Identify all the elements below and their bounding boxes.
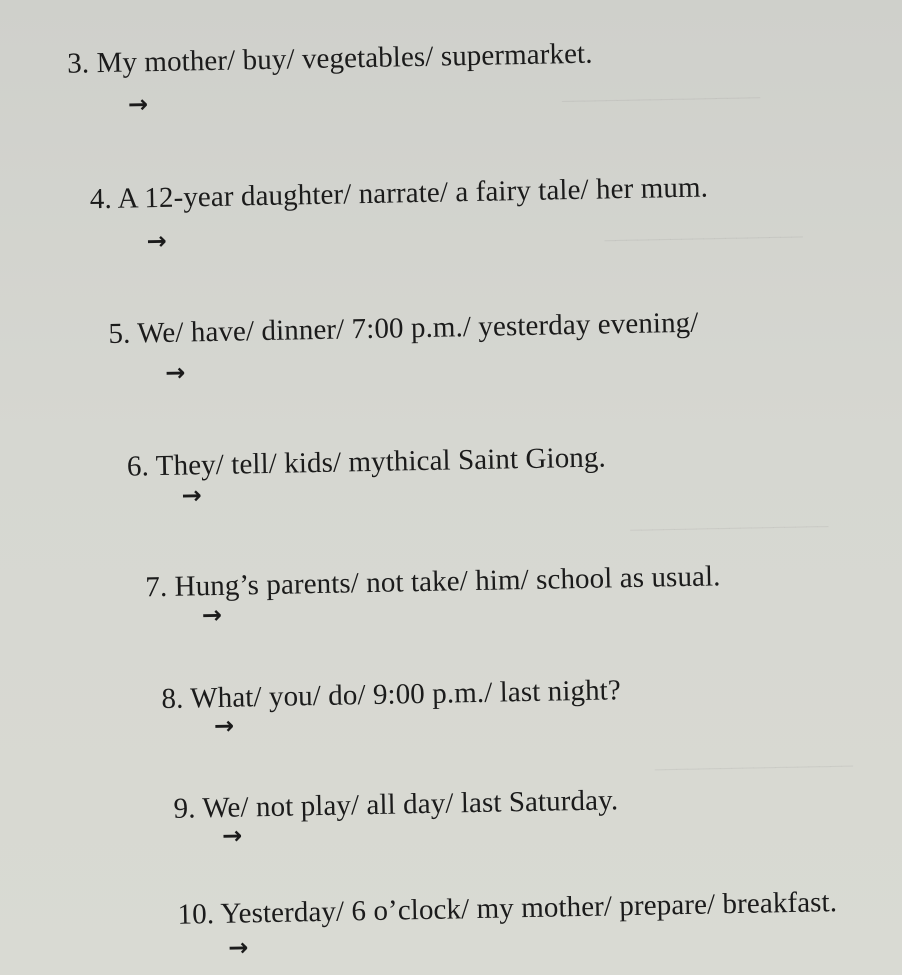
item-number: 8.	[161, 682, 184, 716]
exercise-sentence	[66, 37, 593, 80]
answer-arrow-icon: →	[213, 711, 235, 741]
answer-arrow-icon: →	[201, 600, 223, 630]
item-text: We/ have/ dinner/ 7:00 p.m./ yesterday evening/	[136, 306, 699, 350]
item-text: We/ not play/ all day/ last Saturday.	[202, 784, 619, 825]
item-number: 10.	[177, 898, 215, 931]
answer-arrow-icon: →	[146, 226, 168, 256]
exercise-sentence	[127, 443, 606, 481]
exercise-sentence	[108, 306, 699, 350]
answer-arrow-icon: →	[221, 821, 243, 850]
item-number: 7.	[144, 570, 168, 604]
item-text: Yesterday/ 6 o’clock/ my mother/ prepare/ breakfast.	[220, 886, 838, 930]
item-number: 4.	[89, 182, 113, 216]
exercise-sentence	[177, 888, 837, 930]
item-number: 6.	[126, 450, 150, 483]
item-number: 9.	[173, 792, 196, 825]
answer-arrow-icon: →	[181, 481, 202, 510]
show-through-text: __________________	[561, 75, 761, 105]
item-number: 3.	[66, 47, 90, 80]
exercise-sentence	[90, 173, 709, 214]
show-through-text: __________________	[654, 743, 853, 773]
show-through-text: __________________	[629, 504, 829, 533]
answer-arrow-icon: →	[164, 358, 186, 387]
item-text: A 12-year daughter/ narrate/ a fairy tale/ her mum.	[117, 171, 709, 215]
item-text: What/ you/ do/ 9:00 p.m./ last night?	[189, 674, 622, 715]
answer-arrow-icon: →	[127, 90, 149, 119]
item-text: My mother/ buy/ vegetables/ supermarket.	[96, 37, 593, 80]
item-number: 5.	[108, 317, 131, 350]
exercise-sentence	[145, 562, 721, 602]
exercise-sentence	[173, 786, 618, 824]
item-text: Hung’s parents/ not take/ him/ school as usual.	[174, 560, 721, 603]
answer-arrow-icon: →	[227, 933, 249, 962]
show-through-text: __________________	[604, 214, 803, 244]
exercise-sentence	[161, 676, 621, 714]
item-text: They/ tell/ kids/ mythical Saint Giong.	[155, 441, 607, 483]
